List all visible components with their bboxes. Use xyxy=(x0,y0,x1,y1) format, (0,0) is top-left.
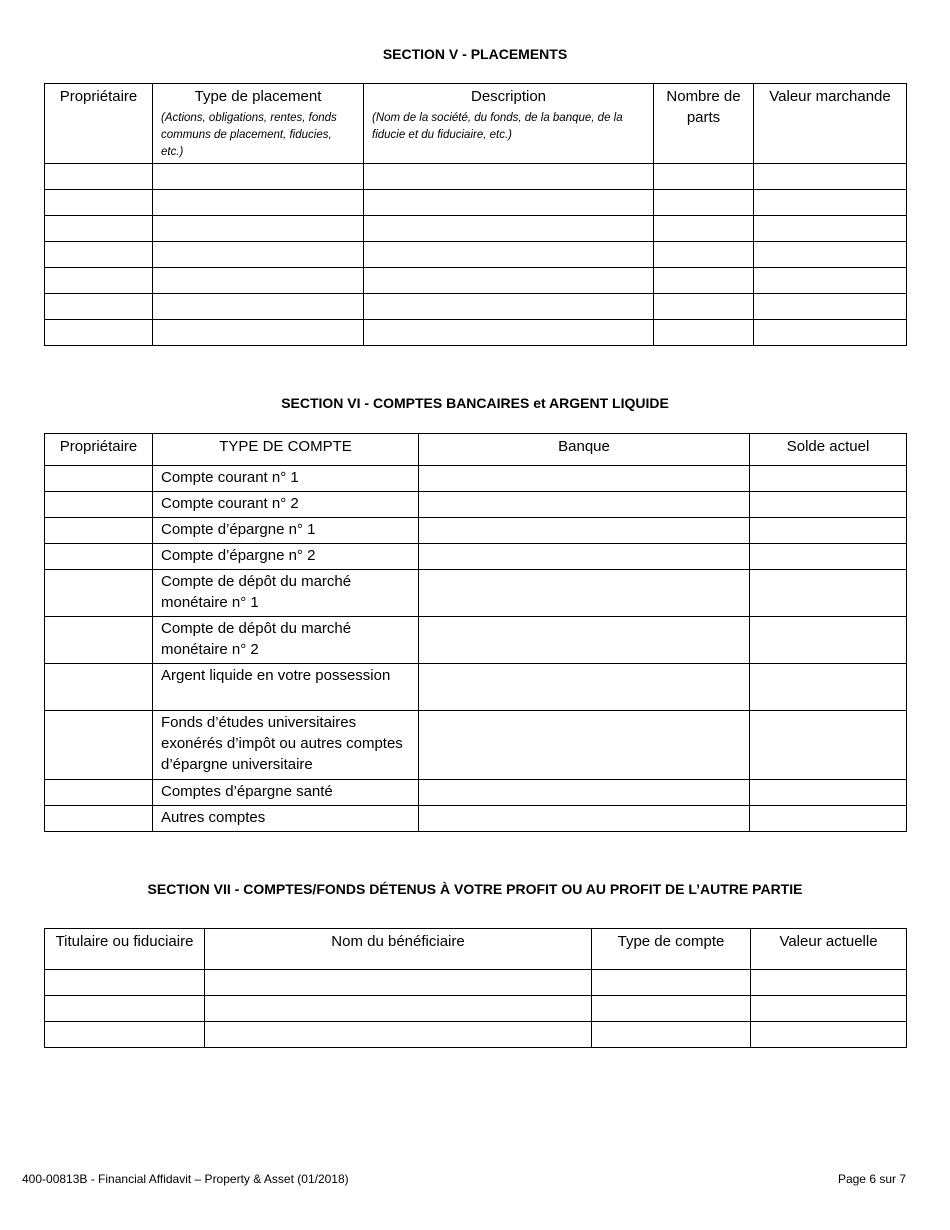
balance-cell[interactable] xyxy=(750,806,907,832)
owner-cell[interactable] xyxy=(45,570,153,617)
bank-cell[interactable] xyxy=(419,466,750,492)
header-holder-or-trustee: Titulaire ou fiduciaire xyxy=(45,929,205,970)
description-cell[interactable] xyxy=(364,216,654,242)
owner-cell[interactable] xyxy=(45,518,153,544)
header-investment-type: Type de placement (Actions, obligations, rentes, fonds communs de placement, fiducies, etc.) xyxy=(153,84,364,164)
owner-cell[interactable] xyxy=(45,664,153,711)
balance-cell[interactable] xyxy=(750,617,907,664)
investment-type-cell[interactable] xyxy=(153,190,364,216)
account-type-label: Fonds d’études universitaires exonérés d’impôt ou autres comptes d’épargne universitaire xyxy=(153,711,419,780)
section-6-title: SECTION VI - COMPTES BANCAIRES et ARGENT LIQUIDE xyxy=(281,395,669,411)
market-value-cell[interactable] xyxy=(754,294,907,320)
table-row xyxy=(45,320,907,346)
bank-cell[interactable] xyxy=(419,544,750,570)
owner-cell[interactable] xyxy=(45,294,153,320)
account-type-label: Compte d’épargne n° 1 xyxy=(153,518,419,544)
market-value-cell[interactable] xyxy=(754,268,907,294)
bank-accounts-table xyxy=(44,433,907,832)
owner-cell[interactable] xyxy=(45,242,153,268)
header-current-value: Valeur actuelle xyxy=(751,929,907,970)
account-type-cell[interactable] xyxy=(592,996,751,1022)
owner-cell[interactable] xyxy=(45,216,153,242)
table-row xyxy=(45,294,907,320)
form-id: 400-00813B - Financial Affidavit – Property & Asset (01/2018) xyxy=(22,1172,349,1186)
header-description: Description (Nom de la société, du fonds, de la banque, de la fiducie et du fiduciaire, etc.) xyxy=(364,84,654,164)
market-value-cell[interactable] xyxy=(754,164,907,190)
account-type-label: Compte d’épargne n° 2 xyxy=(153,544,419,570)
account-type-label: Argent liquide en votre possession xyxy=(153,664,419,711)
owner-cell[interactable] xyxy=(45,780,153,806)
balance-cell[interactable] xyxy=(750,544,907,570)
account-type-label: Compte courant n° 1 xyxy=(153,466,419,492)
units-cell[interactable] xyxy=(654,216,754,242)
market-value-cell[interactable] xyxy=(754,320,907,346)
table-row xyxy=(45,1022,907,1048)
table-row xyxy=(45,466,907,492)
section-5-title: SECTION V - PLACEMENTS xyxy=(382,46,568,62)
header-market-value: Valeur marchande xyxy=(754,84,907,164)
investment-type-cell[interactable] xyxy=(153,216,364,242)
investment-type-cell[interactable] xyxy=(153,242,364,268)
balance-cell[interactable] xyxy=(750,518,907,544)
holder-cell[interactable] xyxy=(45,996,205,1022)
balance-cell[interactable] xyxy=(750,711,907,780)
units-cell[interactable] xyxy=(654,320,754,346)
description-cell[interactable] xyxy=(364,190,654,216)
bank-cell[interactable] xyxy=(419,711,750,780)
units-cell[interactable] xyxy=(654,190,754,216)
balance-cell[interactable] xyxy=(750,466,907,492)
bank-cell[interactable] xyxy=(419,664,750,711)
current-value-cell[interactable] xyxy=(751,996,907,1022)
beneficiary-cell[interactable] xyxy=(205,1022,592,1048)
current-value-cell[interactable] xyxy=(751,1022,907,1048)
units-cell[interactable] xyxy=(654,242,754,268)
investment-type-cell[interactable] xyxy=(153,294,364,320)
market-value-cell[interactable] xyxy=(754,190,907,216)
balance-cell[interactable] xyxy=(750,664,907,711)
section-7-title: SECTION VII - COMPTES/FONDS DÉTENUS À VOTRE PROFIT OU AU PROFIT DE L’AUTRE PARTIE xyxy=(147,881,803,897)
beneficiary-cell[interactable] xyxy=(205,970,592,996)
bank-cell[interactable] xyxy=(419,780,750,806)
table-row xyxy=(45,544,907,570)
table-row xyxy=(45,806,907,832)
holder-cell[interactable] xyxy=(45,970,205,996)
balance-cell[interactable] xyxy=(750,492,907,518)
units-cell[interactable] xyxy=(654,294,754,320)
table-row xyxy=(45,996,907,1022)
description-cell[interactable] xyxy=(364,164,654,190)
owner-cell[interactable] xyxy=(45,466,153,492)
table-row xyxy=(45,268,907,294)
bank-cell[interactable] xyxy=(419,570,750,617)
account-type-label: Compte de dépôt du marché monétaire n° 1 xyxy=(153,570,419,617)
account-type-label: Comptes d’épargne santé xyxy=(153,780,419,806)
investment-type-cell[interactable] xyxy=(153,164,364,190)
table-row xyxy=(45,164,907,190)
account-type-label: Compte courant n° 2 xyxy=(153,492,419,518)
account-type-cell[interactable] xyxy=(592,970,751,996)
header-account-type: TYPE DE COMPTE xyxy=(153,434,419,466)
account-type-label: Compte de dépôt du marché monétaire n° 2 xyxy=(153,617,419,664)
account-type-label: Autres comptes xyxy=(153,806,419,832)
holder-cell[interactable] xyxy=(45,1022,205,1048)
header-owner: Propriétaire xyxy=(45,84,153,164)
investment-type-cell[interactable] xyxy=(153,320,364,346)
table-row xyxy=(45,664,907,711)
header-owner: Propriétaire xyxy=(45,434,153,466)
balance-cell[interactable] xyxy=(750,570,907,617)
header-number-of-units: Nombre de parts xyxy=(654,84,754,164)
current-value-cell[interactable] xyxy=(751,970,907,996)
bank-cell[interactable] xyxy=(419,492,750,518)
balance-cell[interactable] xyxy=(750,780,907,806)
page-number: Page 6 sur 7 xyxy=(837,1172,906,1186)
table-row xyxy=(45,570,907,617)
description-cell[interactable] xyxy=(364,294,654,320)
beneficiary-accounts-table xyxy=(44,928,907,1048)
description-cell[interactable] xyxy=(364,320,654,346)
table-row xyxy=(45,492,907,518)
owner-cell[interactable] xyxy=(45,164,153,190)
description-cell[interactable] xyxy=(364,268,654,294)
market-value-cell[interactable] xyxy=(754,242,907,268)
header-account-type: Type de compte xyxy=(592,929,751,970)
owner-cell[interactable] xyxy=(45,320,153,346)
table-row xyxy=(45,518,907,544)
owner-cell[interactable] xyxy=(45,711,153,780)
bank-cell[interactable] xyxy=(419,806,750,832)
account-type-cell[interactable] xyxy=(592,1022,751,1048)
owner-cell[interactable] xyxy=(45,617,153,664)
table-row xyxy=(45,617,907,664)
owner-cell[interactable] xyxy=(45,492,153,518)
units-cell[interactable] xyxy=(654,268,754,294)
header-beneficiary-name: Nom du bénéficiaire xyxy=(205,929,592,970)
owner-cell[interactable] xyxy=(45,268,153,294)
table-row xyxy=(45,190,907,216)
investment-type-cell[interactable] xyxy=(153,268,364,294)
table-row xyxy=(45,780,907,806)
owner-cell[interactable] xyxy=(45,190,153,216)
owner-cell[interactable] xyxy=(45,544,153,570)
units-cell[interactable] xyxy=(654,164,754,190)
bank-cell[interactable] xyxy=(419,518,750,544)
header-current-balance: Solde actuel xyxy=(750,434,907,466)
table-row xyxy=(45,216,907,242)
description-cell[interactable] xyxy=(364,242,654,268)
market-value-cell[interactable] xyxy=(754,216,907,242)
beneficiary-cell[interactable] xyxy=(205,996,592,1022)
table-row xyxy=(45,970,907,996)
owner-cell[interactable] xyxy=(45,806,153,832)
header-bank: Banque xyxy=(419,434,750,466)
table-row xyxy=(45,711,907,780)
table-row xyxy=(45,242,907,268)
bank-cell[interactable] xyxy=(419,617,750,664)
investments-table xyxy=(44,83,907,346)
